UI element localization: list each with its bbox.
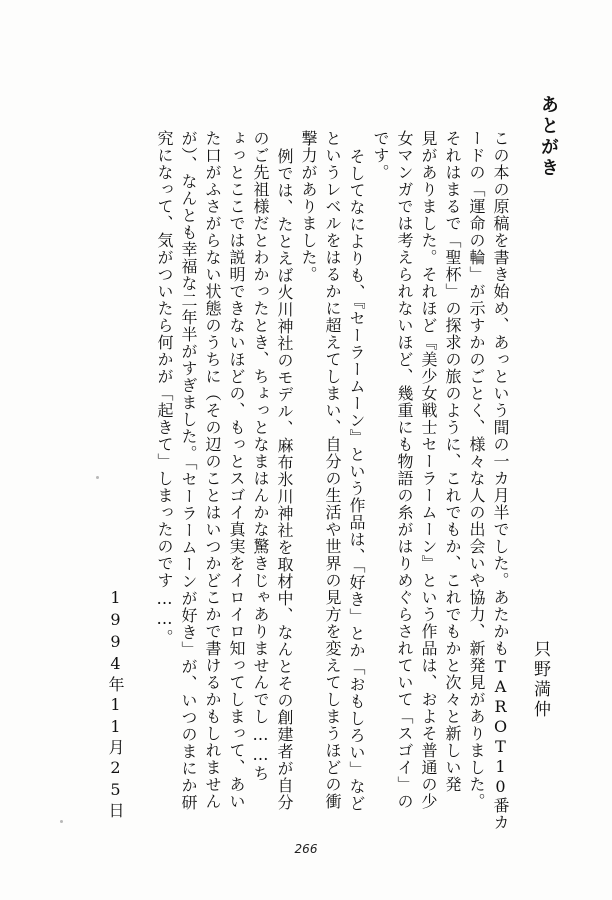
body-column-7: そしてなによりも、『セーラームーン』という作品は、「好き」とか「おもしろい」など	[347, 148, 366, 812]
body-column-5: 女マンガでは考えられないほど、幾重にも物語の糸がはりめぐらされていて「スゴイ」の	[395, 130, 414, 810]
body-column-2: ードの「運命の輪」が示すかのごとく、様々な人の出会いや協力、新発見がありました。	[467, 130, 486, 810]
scan-dust-mark	[60, 820, 63, 823]
author-signature: 只野満仲	[530, 640, 550, 720]
body-column-12: ょっとここでは説明できないほどの、もっとスゴイ真実をイロイロ知ってしまって、あい	[227, 130, 246, 810]
scan-dust-mark	[96, 476, 99, 479]
body-column-13: た口がふさがらない状態のうちに（その辺のことはいつかどこかで書けるかもしれません	[203, 130, 222, 810]
body-column-6: です。	[371, 130, 390, 181]
body-column-9: 撃力がありました。	[299, 130, 318, 283]
body-column-11: のご先祖様だとわかったとき、ちょっとなまはんかな驚きじゃありませんでし……ち	[251, 130, 270, 782]
body-column-10: 例では、たとえば火川神社のモデル、麻布氷川神社を取材中、なんとその創建者が自分	[275, 148, 294, 811]
body-column-1: この本の原稿を書き始め、あっという間の一カ月半でした。あたかもTAROT10番カ	[491, 130, 510, 831]
date-line: 1994年11月25日	[106, 588, 125, 821]
page-number: 266	[294, 842, 318, 856]
page-title: あとがき	[538, 95, 559, 179]
body-column-8: というレベルをはるかに超えてしまい、自分の生活や世界の見方を変えてしまうほどの衝	[323, 130, 342, 810]
body-column-14: が）、なんとも幸福な二年半がすぎました。「セーラームーンが好き」が、いつのまにか研	[179, 130, 198, 811]
body-column-15: 究になって、気がついたら何かが「起きて」しまったのです……。	[155, 130, 174, 646]
body-column-3: それはまるで「聖杯」の探求の旅のように、これでもか、これでもかと次々と新しい発	[443, 130, 462, 793]
body-column-4: 見がありました。それほど『美少女戦士セーラームーン』という作品は、およそ普通の少	[419, 130, 438, 810]
